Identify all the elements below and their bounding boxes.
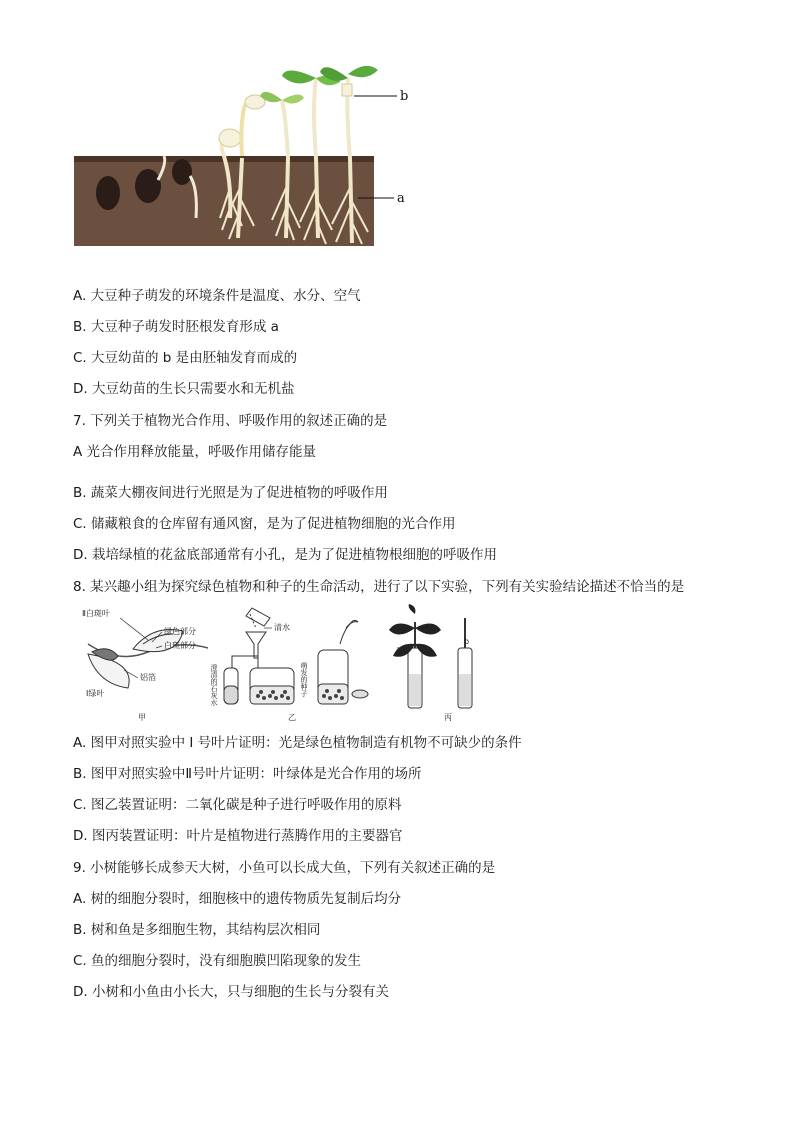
label-b: b — [400, 89, 409, 104]
figure-yi — [210, 608, 368, 722]
germination-figure — [72, 58, 412, 250]
label-limewater: 澄清的石灰水 — [210, 664, 218, 706]
q9-option-c: C. 鱼的细胞分裂时，没有细胞膜凹陷现象的发生 — [73, 953, 362, 969]
q7-option-d: D. 栽培绿植的花盆底部通常有小孔，是为了促进植物根细胞的呼吸作用 — [73, 547, 497, 563]
label-clear-water: 清水 — [274, 623, 290, 632]
q9-option-b: B. 树和鱼是多细胞生物，其结构层次相同 — [73, 922, 321, 938]
q8-stem: 8. 某兴趣小组为探究绿色植物和种子的生命活动，进行了以下实验，下列有关实验结论描述不恰当的是 — [73, 579, 685, 595]
caption-yi: 乙 — [288, 713, 296, 722]
q7-option-c: C. 储藏粮食的仓库留有通风窗，是为了促进植物细胞的光合作用 — [73, 516, 456, 532]
q8-figure — [78, 604, 508, 726]
figure-bing — [389, 604, 472, 722]
q7-option-b: B. 蔬菜大棚夜间进行光照是为了促进植物的呼吸作用 — [73, 485, 388, 501]
label-bing-a: a — [396, 645, 401, 654]
figure-jia — [82, 608, 208, 722]
label-germinating-seeds: 萌发的种子 — [300, 662, 308, 697]
q7-stem: 7. 下列关于植物光合作用、呼吸作用的叙述正确的是 — [73, 413, 388, 429]
q6-option-c: C. 大豆幼苗的 b 是由胚轴发育而成的 — [73, 350, 298, 366]
label-white-part: 白斑部分 — [164, 641, 196, 650]
germination-illustration — [72, 58, 412, 250]
q8-option-b: B. 图甲对照实验中Ⅱ号叶片证明：叶绿体是光合作用的场所 — [73, 766, 422, 782]
q9-option-d: D. 小树和小鱼由小长大，只与细胞的生长与分裂有关 — [73, 984, 389, 1000]
label-a: a — [397, 191, 405, 206]
label-ii-white-leaf: Ⅱ白斑叶 — [82, 609, 110, 618]
q9-stem: 9. 小树能够长成参天大树，小鱼可以长成大鱼，下列有关叙述正确的是 — [73, 860, 496, 876]
q6-option-d: D. 大豆幼苗的生长只需要水和无机盐 — [73, 381, 295, 397]
label-green-part: 绿色部分 — [164, 627, 196, 636]
q6-option-b: B. 大豆种子萌发时胚根发育形成 a — [73, 319, 279, 335]
q8-option-a: A. 图甲对照实验中 I 号叶片证明：光是绿色植物制造有机物不可缺少的条件 — [73, 735, 522, 751]
label-bing-b: b — [464, 637, 470, 646]
q6-option-a: A. 大豆种子萌发的环境条件是温度、水分、空气 — [73, 288, 361, 304]
caption-bing: 丙 — [444, 713, 452, 722]
q7-option-a: A 光合作用释放能量，呼吸作用储存能量 — [73, 444, 317, 460]
q8-option-c: C. 图乙装置证明：二氧化碳是种子进行呼吸作用的原料 — [73, 797, 402, 813]
label-foil: 铝箔 — [140, 673, 156, 682]
caption-jia: 甲 — [138, 713, 146, 722]
q9-option-a: A. 树的细胞分裂时，细胞核中的遗传物质先复制后均分 — [73, 891, 402, 907]
q8-illustration — [78, 604, 508, 726]
q8-option-d: D. 图丙装置证明：叶片是植物进行蒸腾作用的主要器官 — [73, 828, 403, 844]
label-i-green-leaf: Ⅰ绿叶 — [86, 689, 105, 698]
